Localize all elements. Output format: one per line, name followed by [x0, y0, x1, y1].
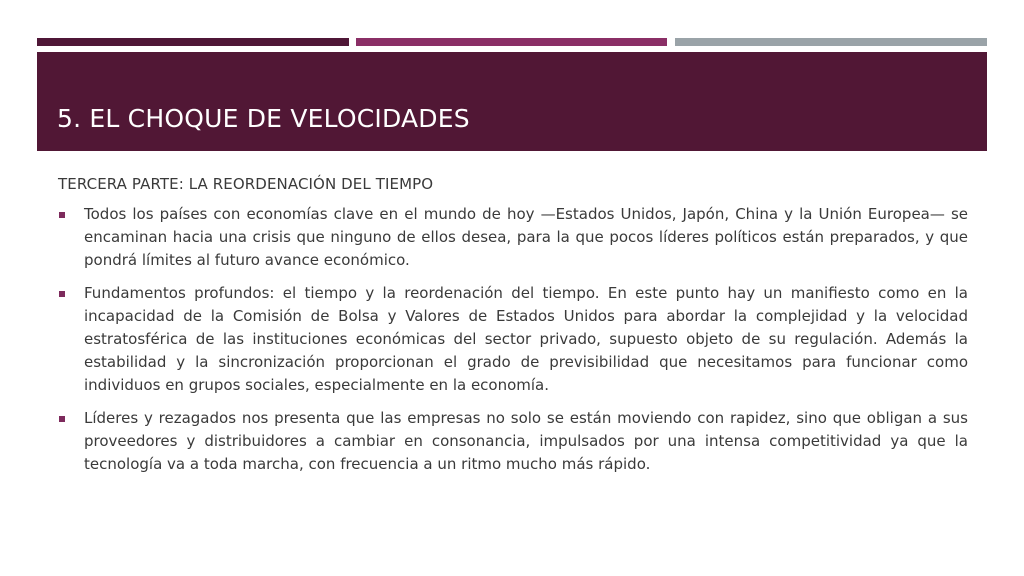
title-band	[37, 52, 987, 151]
square-bullet-icon	[59, 416, 65, 422]
accent-bar-middle	[356, 38, 667, 46]
bullet-text: Fundamentos profundos: el tiempo y la reordenación del tiempo. En este punto hay un manifiesto como en la incapacidad de la Comisión de Bolsa y Valores de Estados Unidos para abordar la complejidad y la velocidad estratosférica de las instituciones económicas del sector privado, supuesto objeto de su regulación. Además la estabilidad y la sincronización proporcionan el grado de previsibilidad que necesitamos para funcionar como individuos en grupos sociales, especialmente en la economía.	[84, 284, 968, 394]
bullet-text: Líderes y rezagados nos presenta que las empresas no solo se están moviendo con rapidez, sino que obligan a sus proveedores y distribuidores a cambiar en consonancia, impulsados por una intensa competitividad ya que la tecnología va a toda marcha, con frecuencia a un ritmo mucho más rápido.	[84, 409, 968, 473]
accent-bar-left	[37, 38, 349, 46]
slide-content	[58, 175, 968, 486]
bullet-text: Todos los países con economías clave en el mundo de hoy —Estados Unidos, Japón, China y la Unión Europea— se encaminan hacia una crisis que ninguno de ellos desea, para la que pocos líderes políticos están preparados, y que pondrá límites al futuro avance económico.	[84, 205, 968, 269]
bullet-list	[58, 203, 968, 476]
square-bullet-icon	[59, 212, 65, 218]
slide-title: 5. EL CHOQUE DE VELOCIDADES	[57, 104, 470, 133]
bullet-item	[58, 203, 968, 272]
bullet-item	[58, 282, 968, 397]
bullet-item	[58, 407, 968, 476]
square-bullet-icon	[59, 291, 65, 297]
accent-bar-right	[675, 38, 987, 46]
slide-subtitle: TERCERA PARTE: LA REORDENACIÓN DEL TIEMPO	[58, 175, 434, 193]
